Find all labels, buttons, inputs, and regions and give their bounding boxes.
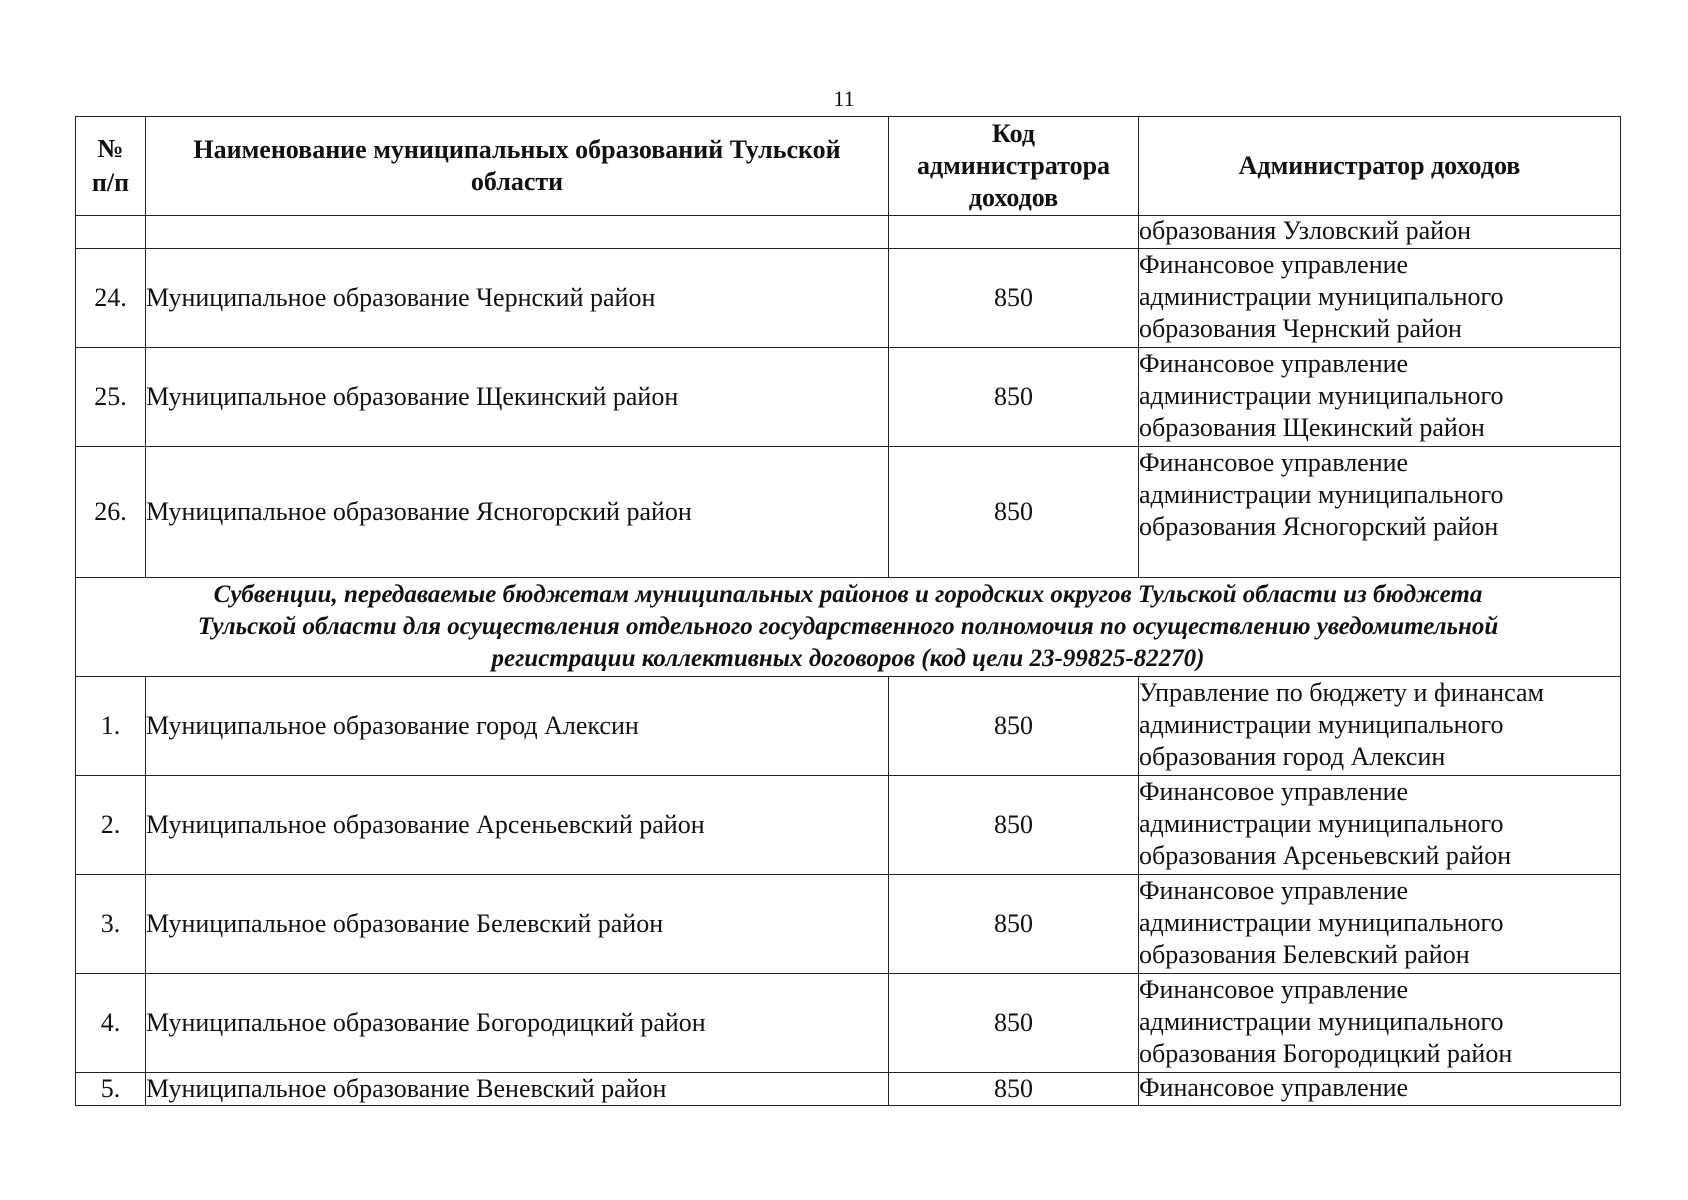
row-revenue-administrator (1139, 677, 1621, 776)
row-revenue-administrator (1139, 216, 1621, 249)
header-number-line: п/п (91, 168, 130, 197)
admin-line: образования Узловский район (1139, 216, 1472, 245)
admin-line: образования Ясногорский район (1139, 512, 1499, 541)
row-municipality-name: Муниципальное образование Щекинский район (146, 348, 889, 447)
row-number: 5. (76, 1073, 146, 1106)
table-header (76, 117, 1621, 216)
header-number (76, 117, 146, 216)
admin-line: Финансовое управление (1139, 349, 1409, 378)
row-administrator-code: 850 (889, 348, 1139, 447)
row-revenue-administrator (1139, 1073, 1621, 1106)
admin-line: Финансовое управление (1139, 448, 1409, 477)
table-row (76, 447, 1621, 578)
table-row (76, 249, 1621, 348)
admin-line: администрации муниципального (1139, 809, 1504, 838)
admin-line: образования Чернский район (1139, 314, 1462, 343)
row-municipality-name: Муниципальное образование Веневский район (146, 1073, 889, 1106)
row-administrator-code (889, 216, 1139, 249)
admin-line: администрации муниципального (1139, 908, 1504, 937)
row-number: 25. (76, 348, 146, 447)
table-row (76, 776, 1621, 875)
header-code-line: доходов (968, 183, 1059, 212)
admin-line: образования город Алексин (1139, 742, 1446, 771)
row-municipality-name (146, 216, 889, 249)
admin-line: администрации муниципального (1139, 381, 1504, 410)
row-number: 1. (76, 677, 146, 776)
admin-line: образования Щекинский район (1139, 413, 1485, 442)
admin-line: образования Арсеньевский район (1139, 841, 1512, 870)
row-municipality-name: Муниципальное образование Чернский район (146, 249, 889, 348)
admin-line: администрации муниципального (1139, 1007, 1504, 1036)
row-administrator-code: 850 (889, 447, 1139, 578)
header-code-line: Код (992, 119, 1035, 148)
row-number (76, 216, 146, 249)
header-name-line: Наименование муниципальных образований Тульской (193, 135, 841, 164)
row-revenue-administrator (1139, 875, 1621, 974)
page-number: 11 (833, 86, 855, 111)
table-row (76, 348, 1621, 447)
admin-line: Финансовое управление (1139, 975, 1409, 1004)
row-administrator-code: 850 (889, 677, 1139, 776)
row-number: 2. (76, 776, 146, 875)
row-municipality-name: Муниципальное образование Белевский район (146, 875, 889, 974)
table-row (76, 974, 1621, 1073)
section-row (76, 578, 1621, 677)
row-revenue-administrator (1139, 974, 1621, 1073)
admin-line: Финансовое управление (1139, 777, 1409, 806)
admin-line: Финансовое управление (1139, 1073, 1409, 1102)
section-title-line: Субвенции, передаваемые бюджетам муниципальных районов и городских округов Тульской области из бюджета (213, 581, 1483, 608)
section-title-line: Тульской области для осуществления отдельного государственного полномочия по осуществлению уведомительной (197, 613, 1499, 640)
row-municipality-name: Муниципальное образование Ясногорский район (146, 447, 889, 578)
row-administrator-code: 850 (889, 776, 1139, 875)
row-number: 3. (76, 875, 146, 974)
admin-line: Финансовое управление (1139, 876, 1409, 905)
row-revenue-administrator (1139, 776, 1621, 875)
admin-line: образования Богородицкий район (1139, 1039, 1513, 1068)
row-municipality-name: Муниципальное образование Арсеньевский район (146, 776, 889, 875)
header-number-line: № (97, 134, 124, 163)
header-name-line: области (470, 167, 564, 196)
admin-line: администрации муниципального (1139, 282, 1504, 311)
row-number: 4. (76, 974, 146, 1073)
header-revenue-administrator: Администратор доходов (1139, 117, 1621, 216)
admin-line: администрации муниципального (1139, 710, 1504, 739)
row-number: 24. (76, 249, 146, 348)
admin-line: образования Белевский район (1139, 940, 1470, 969)
row-municipality-name: Муниципальное образование город Алексин (146, 677, 889, 776)
section-title (76, 578, 1621, 677)
row-administrator-code: 850 (889, 875, 1139, 974)
row-administrator-code: 850 (889, 1073, 1139, 1106)
row-revenue-administrator (1139, 348, 1621, 447)
table-row (76, 875, 1621, 974)
header-code-line: администратора (916, 151, 1111, 180)
table-row (76, 677, 1621, 776)
admin-line: Управление по бюджету и финансам (1139, 678, 1544, 707)
table-row (76, 1073, 1621, 1106)
table-body (76, 216, 1621, 1106)
row-number: 26. (76, 447, 146, 578)
row-administrator-code: 850 (889, 974, 1139, 1073)
header-municipality-name (146, 117, 889, 216)
row-revenue-administrator (1139, 249, 1621, 348)
row-revenue-administrator (1139, 447, 1621, 578)
admin-line: Финансовое управление (1139, 250, 1409, 279)
row-administrator-code: 850 (889, 249, 1139, 348)
table-row (76, 216, 1621, 249)
header-administrator-code (889, 117, 1139, 216)
row-municipality-name: Муниципальное образование Богородицкий район (146, 974, 889, 1073)
revenue-administrators-table (75, 116, 1621, 1106)
admin-line: администрации муниципального (1139, 480, 1504, 509)
section-title-line: регистрации коллективных договоров (код цели 23-99825-82270) (491, 645, 1205, 672)
